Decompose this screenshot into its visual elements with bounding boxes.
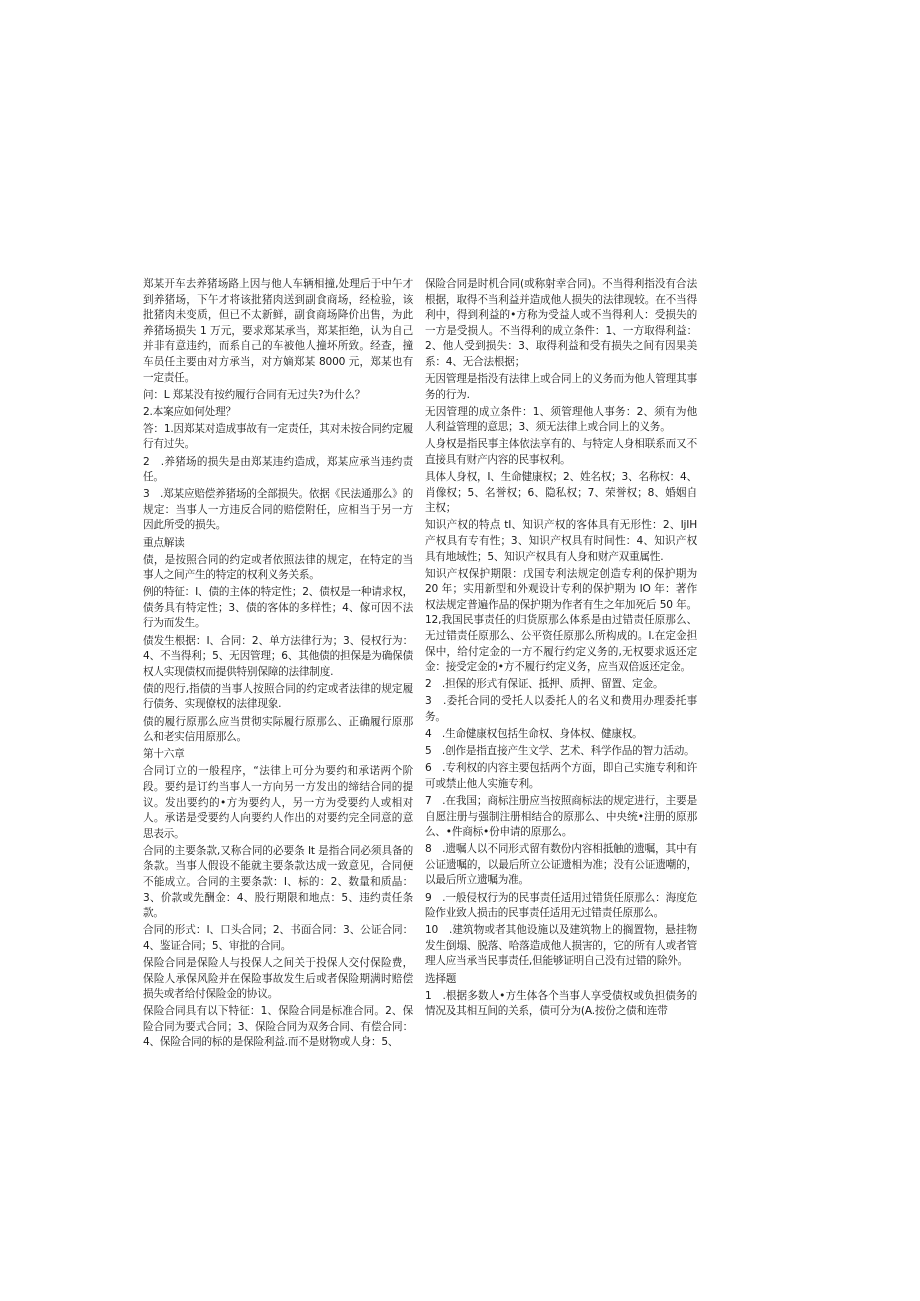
paragraph: 2.本案应如何处理？ <box>143 405 236 418</box>
paragraph: 2 .担保的形式有保证、抵押、质押、留置、定金。 <box>425 678 664 691</box>
paragraph: 保险合同是保险人与投保人之间关于投保人交付保险费，保险人承保风险并在保险事故发生后或者保险期满时赔偿损失或者给付保险金的协议。 <box>143 956 413 1001</box>
paragraph: 1 .根据多数人•方生体各个当事人享受债权或负担债务的情况及其相互间的关系，债可分为(A.按份之债和连带 <box>425 989 697 1018</box>
paragraph: 第十六章 <box>143 748 185 761</box>
paragraph: 6 .专利权的内容主要包括两个方面，即自己实施专利和许可或禁止他人实施专利。 <box>425 762 697 790</box>
paragraph: 问：L 郑某没有按约履行合同有无过失?为什么？ <box>143 388 366 401</box>
paragraph: 债发生根据：I、合同：2、单方法律行为；3、侵权行为：4、不当得利；5、无因管理；6、其他债的担保是为确保债权人实现债权而提供特别保障的法律制度. <box>143 634 413 678</box>
paragraph: 5 .创作是指直接产生文学、艺术、科学作品的智力活动。 <box>425 745 695 758</box>
paragraph: 债，是按照合同的约定或者依照法律的规定，在特定的当事人之间产生的特定的权利义务关系。 <box>143 553 413 582</box>
paragraph: 重点解读 <box>143 536 185 549</box>
paragraph: 人身权是指民事主体依法享有的、与特定人身相联系而又不直接具有财产内容的民事权利。 <box>425 438 697 467</box>
paragraph: 债的履行原那么应当贯彻实际履行原那么、正确履行原那么和老实信用原那么。 <box>143 715 413 744</box>
paragraph: 知识产权保护期限：戊国专利法规定创造专利的保护期为 20 年；实用新型和外观设计专利的保护期为 IO 年：著作权法规定普遍作品的保护期为作者有生之年加死后 50 年。12,我国民事责任的归货原那么体系是由过错责任原那么、无过错责任原那么、公平资任原那么所构成的。I.在定金担保中，给付定金的一方不履行约定义务的,无权要求返还定金：接受定金的•方不履行约定义务，应当双倍返还定金。 <box>425 567 697 674</box>
paragraph: 8 .遗嘱人以不同形式留有数份内容相抵触的遗嘱，其中有公证遗嘱的，以最后所立公证遗相为准；没有公证遗嘲的，以最后所立遗嘱为准。 <box>425 843 697 887</box>
paragraph: 保险合同具有以下特征：1、保险合同是标准合同。2、保险合同为要式合同；3、保险合同为双务合同、有偿合同：4、保险合同的标的是保险利益.而不是财物或人身：5、 <box>143 1005 413 1049</box>
paragraph: 3 .郑某应赔偿养猪场的全部损失。依据《民法通那么》的规定：当事人一方违反合同的赔偿附任，应相当于另一方因此所受的损失。 <box>143 488 413 532</box>
paragraph: 选择题 <box>425 972 457 985</box>
paragraph: 郑某开车去养猪场路上因与他人车辆相撞,处理后于中午才到养猪场，下午才将该批猪肉送到副食商场，经检验，该批猪肉未变质，但已不太新鲜，副食商场降价出售，为此养猪场损失 1 万元，要求郑某承当，郑某拒绝，认为自己并非有意违约，而系自己的车被他人撞坏所致。经查，撞车员任主要由对方承当，对方嫡郑某 8000 元，郑某也有一定责任。 <box>143 278 413 384</box>
paragraph: 保险合同是时机合同(或称射幸合同)。不当得利指没有合法根据，取得不当利益并造成他人损失的法律现较。在不当得利中，得到利益的•方称为受益人或不当得利人：受损失的一方是受损人。不当得利的成立条件：1、一方取得利益：2、他人受到损失：3、取得利益和受有损失之间有因果美系：4、无合法根据； <box>425 278 697 368</box>
paragraph: 4 .生命健康权包括生命权、身体权、健康权。 <box>425 728 643 741</box>
paragraph: 2 .养猪场的损失是由郑某违约造成，郑某应承当违约责任。 <box>143 455 413 484</box>
left-text-column <box>143 277 413 1053</box>
paragraph: 知识产权的特点 tI、知识产权的客体具有无形性：2、IjIH 产权具有专有性；3、知识产权具有时间性：4、知识产权具有地域性；5、知识产权具有人身和财产双重属性. <box>425 519 697 563</box>
paragraph: 例的特征：I、债的主体的特定性；2、债权是一种请求权，债务具有特定性；3、债的客体的多样性；4、傢可因不法行为而发生。 <box>143 586 413 630</box>
paragraph: 合同的主要条款,又称合同的必要条 It 是指合同必须具备的条款。当事人假设不能就主要条款达成一致意见，合同便不能成立。合同的主要条款：I、标的：2、数量和质晶：3、价款或先酬金：4、股行期限和地点：5、违约责任条款。 <box>143 844 413 920</box>
paragraph: 3 .委托合同的受托人以委托人的名义和费用办理委托事务。 <box>425 695 697 724</box>
paragraph: 合同订立的一般程序，“法律上可分为要约和承诺两个阶段。要约是订约当事人一方向另一方发出的缔结合同的提议。发出要约的•方为要约人，另一方为受要约人或相对人。承诺是受要约人向要约人作出的对要约完全同意的意思表示。 <box>143 765 413 840</box>
paragraph: 答：1.因郑某对造成事故有一定责任，其对未按合同约定履行有过失。 <box>143 422 413 451</box>
paragraph: 10 .建筑物或者其他设施以及建筑物上的搁置物，悬挂物发生倒塌、脱落、哈落造成他人损害的，它的所有人或者管理人应当承当民事责任,但能够证明自己没有过错的除外。 <box>425 924 697 968</box>
paragraph: 7 .在我国；商标注册应当按照商标法的规定进行，主要是自愿注册与强制注册相结合的原那么、中央统•注册的原那么、•件商标•份申请的原那么。 <box>425 795 697 839</box>
paragraph: 债的咫行,指债的当事人按照合同的约定或者法律的规定履行债务、实现僚权的法律现象. <box>143 682 413 711</box>
right-text-column <box>425 277 697 1021</box>
paragraph: 无因管理是指没有法律上或合同上的义务而为他人管理其事务的行为. <box>425 373 697 401</box>
paragraph: 无因管理的成立条件：1、须管理他人事务：2、须有为他人利益管理的意思；3、须无法律上或合同上的义务。 <box>425 405 697 434</box>
paragraph: 9 .一般侵权行为的民事责任适用过错货任原那么：海度危险作业致人损击的民事责任适用无过错责任原那么。 <box>425 891 697 920</box>
paragraph: 合同的形式：I、口头合同；2、书面合同：3、公证合同：4、鉴证合同；5、审批的合同。 <box>143 924 413 952</box>
paragraph: 具体人身权，I、生命健康权；2、姓名权；3、名称权：4、肖像权；5、名誉权；6、隐私权；7、荣誉权；8、婚姻自主权； <box>425 471 697 515</box>
